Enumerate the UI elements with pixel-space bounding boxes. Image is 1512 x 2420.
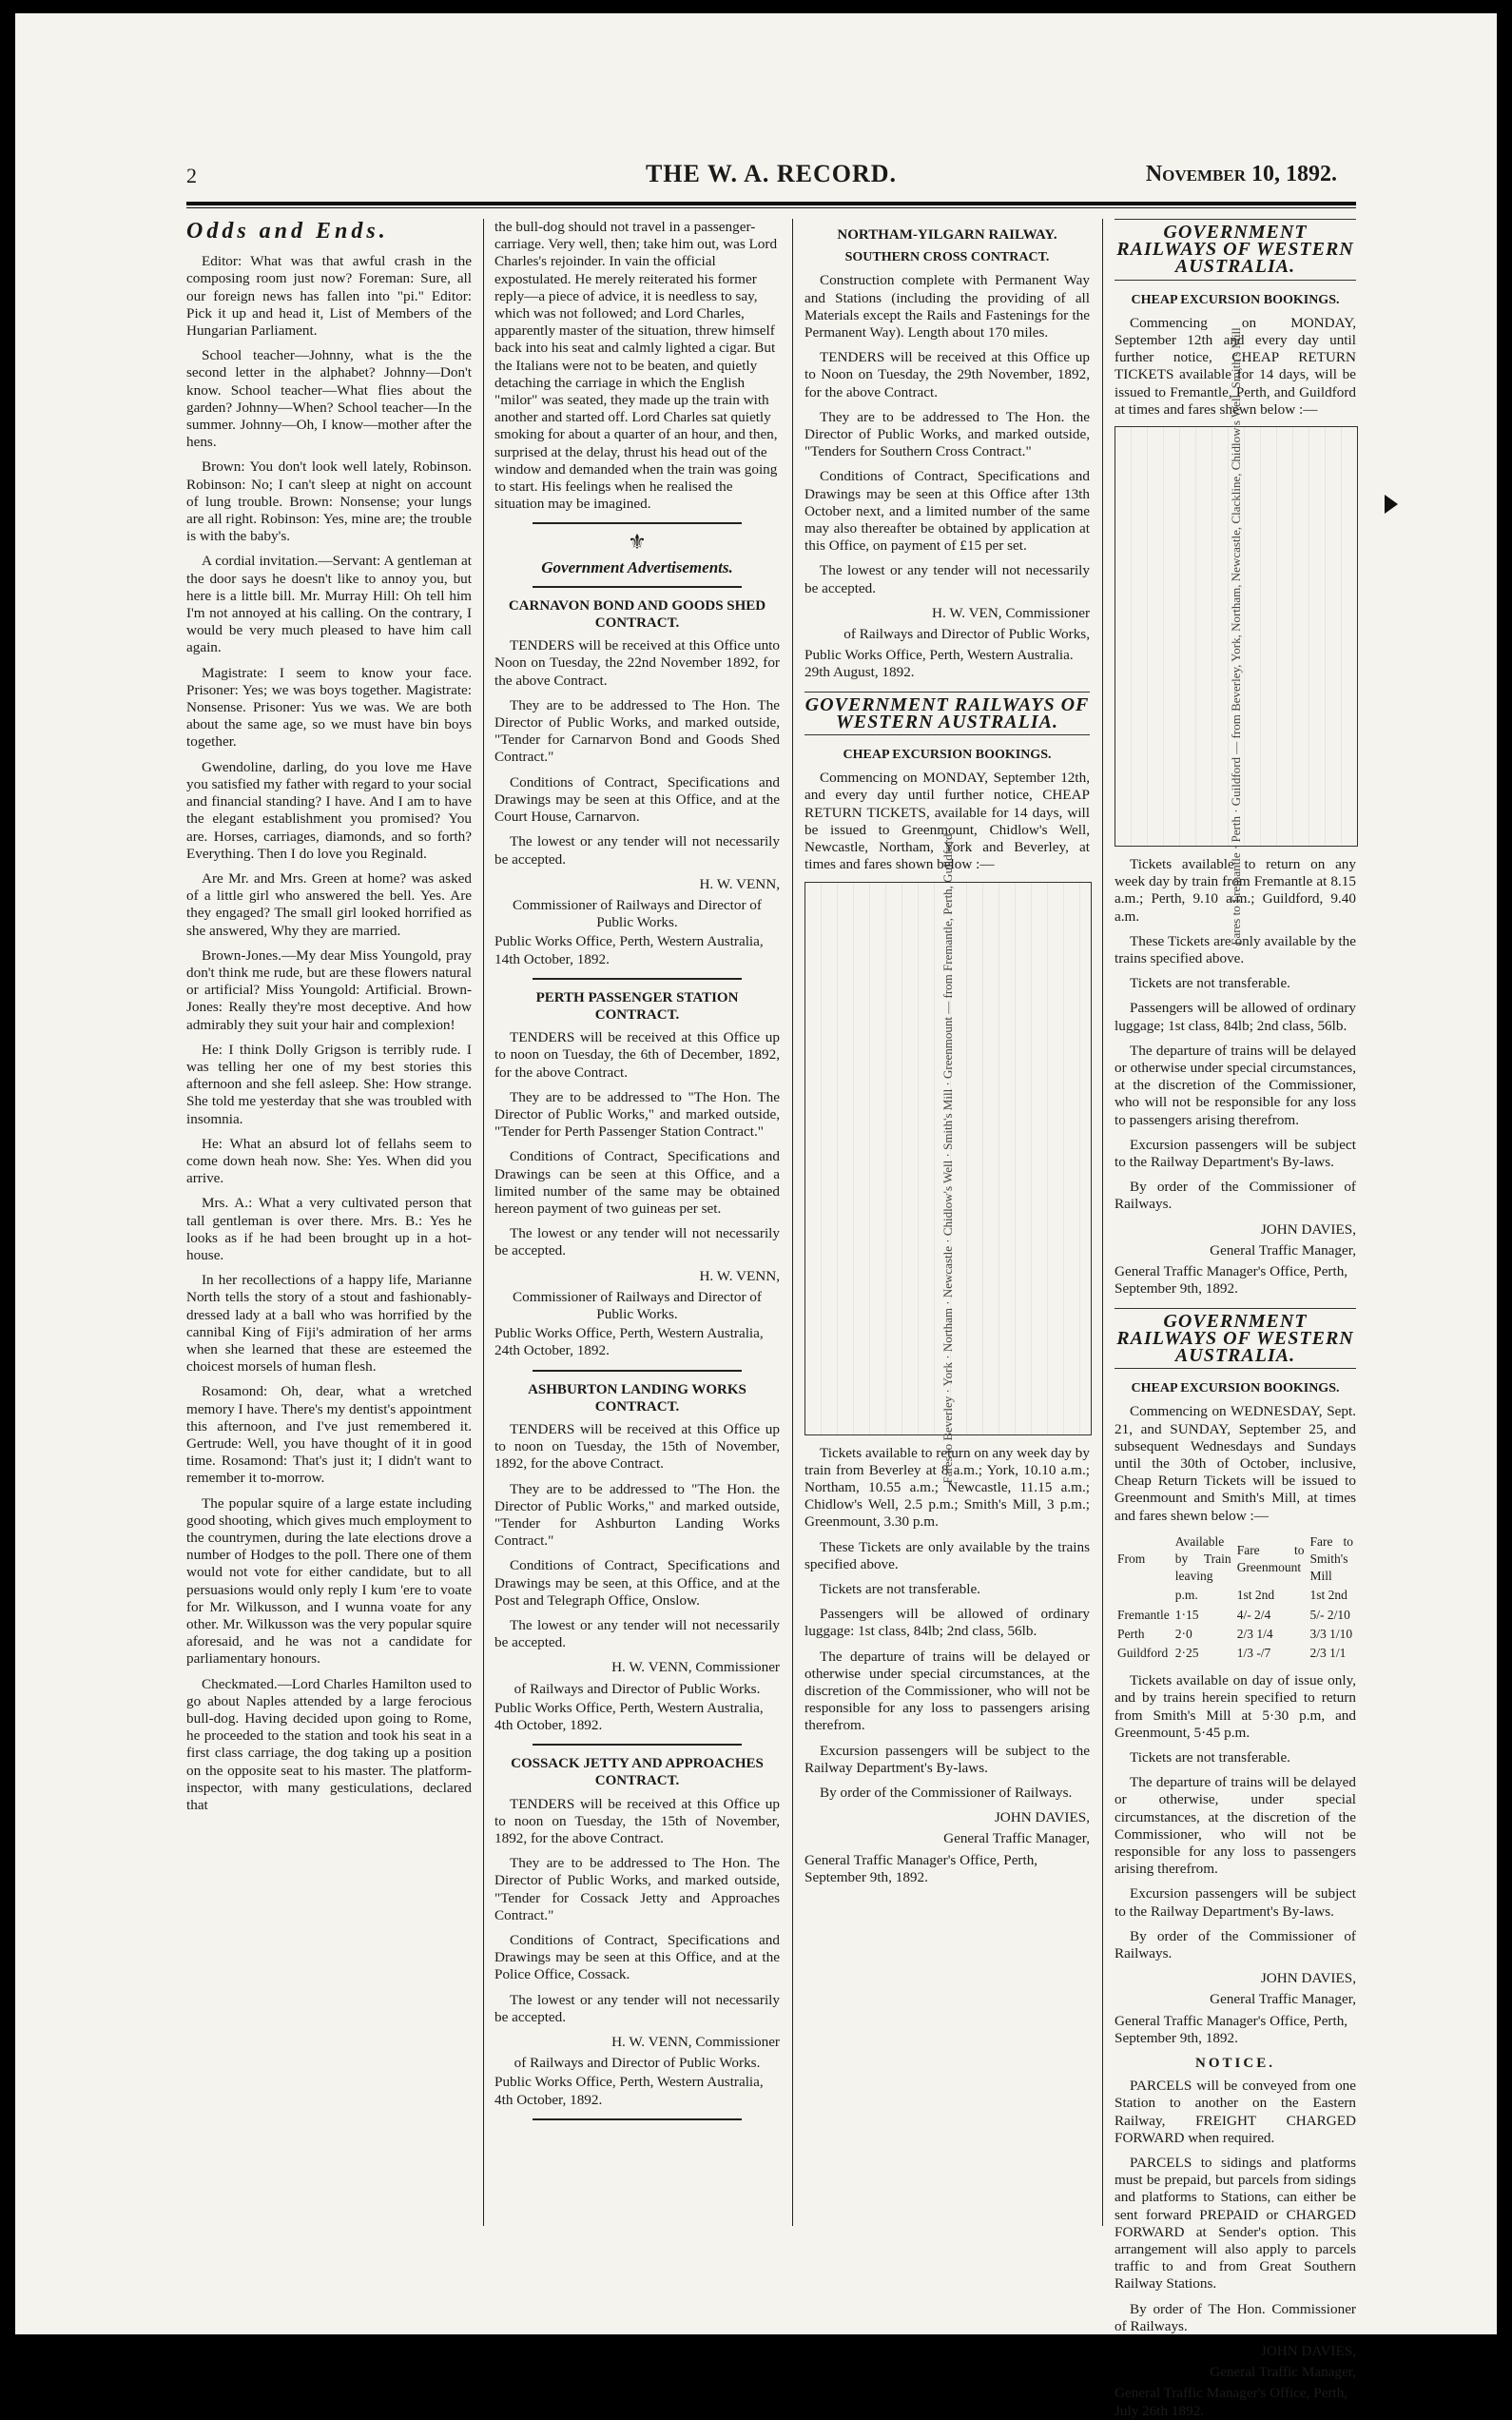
gov-ads-heading: Government Advertisements.	[541, 557, 733, 576]
column-divider	[1102, 219, 1103, 2226]
ticket-notes	[1115, 1672, 1356, 1962]
anecdote-paragraph: Checkmated.—Lord Charles Hamilton used to go about Naples attended by a large ferocious bull-dog. Having decided upon going to Rome, he proceeded to the station and took his seat in a first class carriage, the dog taking up a position on the opposite seat to his master. The platform-inspector, with many gesticulations, declared that	[186, 1675, 472, 1814]
excursion-text: Commencing on MONDAY, September 12th, and every day until further notice, CHEAP RETURN TICKETS, available for 14 days, will be issued to Greenmount, Chidlow's Well, Newcastle, Northam, York and Beverley, at times and fares shown below :—	[804, 770, 1090, 873]
table-cell: 5/- 2/10	[1309, 1607, 1350, 1622]
ad-paragraph: TENDERS will be received at this Office up to noon on Tuesday, the 15th of November, 1892, for the above Contract.	[494, 1420, 780, 1473]
ad-paragraph: Conditions of Contract, Specifications and Drawings can be seen at this Office, and a limited number of the same may be obtained hereon payment of two guineas per set.	[494, 1148, 780, 1217]
gov-railways-title: GOVERNMENT RAILWAYS OF WESTERN AUSTRALIA.	[1115, 1308, 1356, 1370]
table-cell: Available by Train leaving	[1174, 1533, 1231, 1584]
crest-icon: ⚜	[628, 530, 647, 555]
note-paragraph: The departure of trains will be delayed or otherwise under special circumstances, at the discretion of the Commissioner, who will not be responsible for any loss to passengers arising therefrom.	[804, 1648, 1090, 1734]
table-row	[1115, 1606, 1356, 1625]
anecdote-paragraph: Brown-Jones.—My dear Miss Youngold, pray don't think me rude, but are these flowers natural or artificial? Miss Youngold: Artificial. Brown-Jones: Really they're most deceptive. And how admirably they suit your hair and complexion!	[186, 947, 472, 1033]
ad-paragraph: They are to be addressed to "The Hon. The Director of Public Works," and marked outside, "Tender for Perth Passenger Station Contract."	[494, 1088, 780, 1141]
office-line: General Traffic Manager's Office, Perth, September 9th, 1892.	[804, 1851, 1038, 1885]
gov-railways-title: GOVERNMENT RAILWAYS OF WESTERN AUSTRALIA.	[1115, 219, 1356, 281]
table-cell	[1115, 1586, 1173, 1605]
ad-paragraph: Conditions of Contract, Specifications and Drawings may be seen at this Office, and at the Police Office, Cossack.	[494, 1932, 780, 1983]
table-header-row	[1115, 1586, 1356, 1605]
note-paragraph: These Tickets are only available by the trains specified above.	[1115, 932, 1356, 967]
contract-heading: SOUTHERN CROSS CONTRACT.	[844, 250, 1050, 265]
note-paragraph: By order of the Commissioner of Railways.	[820, 1784, 1073, 1801]
office-line: Public Works Office, Perth, Western Australia, 4th October, 1892.	[494, 1699, 764, 1734]
table-row	[1115, 1625, 1356, 1644]
note-paragraph: The departure of trains will be delayed or otherwise, under special circumstances, at the discretion of the Commissioner, who will not be responsible for any loss to passengers arising therefrom.	[1115, 1774, 1356, 1878]
note-paragraph: The departure of trains will be delayed or otherwise under special circumstances, at the discretion of the Commissioner, who will not be responsible for any loss to passengers arising therefrom.	[1115, 1042, 1356, 1128]
contract-paragraph: The lowest or any tender will not necessarily be accepted.	[804, 562, 1090, 596]
ad-paragraph: TENDERS will be received at this Office unto Noon on Tuesday, the 22nd November 1892, for the above Contract.	[494, 637, 780, 689]
anecdote-paragraph: A cordial invitation.—Servant: A gentleman at the door says he doesn't like to annoy you, but here is a little bill. Mr. Murray Hill: Oh tell him I'm not annoyed at his calling. On the contrary, I would be very much pleased to have him call again.	[186, 553, 472, 656]
excursion-heading: CHEAP EXCURSION BOOKINGS.	[1131, 292, 1340, 307]
column-advertisements	[494, 219, 780, 2226]
table-cell: From	[1117, 1551, 1146, 1566]
contract-paragraph: Construction complete with Permanent Way and Stations (including the providing of all Materials except the Rails and Fastenings for the Permanent Way). Length about 170 miles.	[804, 272, 1090, 342]
table-header-row	[1115, 1532, 1356, 1587]
signature: H. W. VENN,	[699, 875, 780, 892]
masthead	[186, 156, 1356, 194]
ad-paragraph: The lowest or any tender will not necessarily be accepted.	[494, 1225, 780, 1259]
anecdote-paragraph: Mrs. A.: What a very cultivated person that tall gentleman is over there. Mrs. B.: Yes he looks as if he had been brought up in a hot-house.	[186, 1195, 472, 1263]
contract-paragraph: Conditions of Contract, Specifications and Drawings may be seen at this Office after 13th October next, and a limited number of the same may also thereafter be obtained by application at this Office, on payment of £15 per set.	[804, 468, 1090, 555]
signature: H. W. VEN, Commissioner	[932, 604, 1090, 621]
table-cell: Fremantle	[1117, 1607, 1170, 1622]
story-continuation: the bull-dog should not travel in a passenger-carriage. Very well, then; take him out, was Lord Charles's rejoinder. In vain the official expostulated. He merely reiterated his former reply—a piece of advice, it is needless to say, which was not followed; and Lord Charles, apparently master of the situation, threw himself back into his seat and calmly lighted a cigar. But the Italians were not to be beaten, and quietly detaching the carriage in which the English "milor" was seated, they made up the train with another and started off. Lord Charles sat quietly smoking for about a quarter of an hour, and then, surprised at the delay, thrust his head out of the window and demanded when the train was going to start. His feelings when he realised the situation may be imagined.	[494, 219, 778, 513]
table-cell: 2·0	[1174, 1626, 1192, 1641]
office-line: General Traffic Manager's Office, Perth, September 9th, 1892.	[1115, 1263, 1348, 1298]
fare-table-label: Fares to Beverley · York · Northam · Newcastle · Chidlow's Well · Smith's Mill · Greenmount — from Fremantle, Perth, Guildford	[940, 833, 955, 1483]
signature: JOHN DAVIES,	[1260, 1220, 1356, 1238]
signature-title: General Traffic Manager,	[1210, 2364, 1356, 2381]
table-cell: Fare to Greenmount	[1236, 1542, 1305, 1575]
newspaper-title: THE W. A. RECORD.	[645, 160, 898, 187]
table-cell: 1·15	[1174, 1607, 1199, 1622]
excursion-text: Commencing on MONDAY, September 12th and every day until further notice, CHEAP RETURN TICKETS available for 14 days, will be issued to Fremantle, Perth, and Guildford at times and fares shewn below :—	[1115, 314, 1356, 418]
separator-rule	[533, 1370, 742, 1372]
signature-title: General Traffic Manager,	[943, 1830, 1090, 1847]
signature: JOHN DAVIES,	[1260, 1970, 1356, 1987]
office-line: General Traffic Manager's Office, Perth, July 26th 1892.	[1115, 2385, 1348, 2419]
notice-paragraph: PARCELS will be conveyed from one Station to another on the Eastern Railway, FREIGHT CHARGED FORWARD when required.	[1115, 2078, 1356, 2146]
signature-title: General Traffic Manager,	[1210, 1991, 1356, 2008]
column-odds-and-ends	[186, 219, 472, 2226]
ad-paragraph: The lowest or any tender will not necessarily be accepted.	[494, 833, 780, 868]
note-paragraph: Excursion passengers will be subject to the Railway Department's By-laws.	[1115, 1885, 1356, 1920]
separator-rule	[533, 2118, 742, 2120]
newspaper-page	[186, 156, 1356, 2419]
note-paragraph: Excursion passengers will be subject to the Railway Department's By-laws.	[1115, 1136, 1356, 1171]
table-row	[1115, 1644, 1356, 1663]
newspaper-sheet	[15, 13, 1497, 2419]
office-line: Public Works Office, Perth, Western Australia, 14th October, 1892.	[494, 933, 764, 967]
anecdote-list	[186, 253, 472, 1814]
signature-title: Commissioner of Railways and Director of Public Works.	[513, 896, 762, 931]
separator-rule	[533, 586, 742, 588]
note-paragraph: By order of the Commissioner of Railways.	[1115, 1927, 1356, 1961]
fare-table-label: Fares to Fremantle · Perth · Guildford — from Beverley, York, Northam, Newcastle, Clackline, Chidlow's Well, Smith's Mill	[1228, 327, 1243, 946]
table-cell: p.m.	[1174, 1588, 1198, 1603]
contract-paragraph: TENDERS will be received at this Office up to Noon on Tuesday, the 29th November, 1892, for the above Contract.	[804, 349, 1090, 400]
note-paragraph: Excursion passengers will be subject to the Railway Department's By-laws.	[804, 1742, 1090, 1776]
signature-title: Commissioner of Railways and Director of Public Works.	[513, 1288, 762, 1322]
anecdote-paragraph: Brown: You don't look well lately, Robinson. Robinson: No; I can't sleep at night on account of lung trouble. Brown: Nonsense; your lungs are all right. Robinson: Yes, mine are; the trouble is with the baby's.	[186, 459, 472, 545]
office-line: General Traffic Manager's Office, Perth, September 9th, 1892.	[1115, 2012, 1348, 2046]
table-cell: 2·25	[1174, 1645, 1199, 1660]
anecdote-paragraph: The popular squire of a large estate including good shooting, which gives much employment to the countrymen, during the late elections drove a number of Hodges to the poll. There one of them would not vote for either candidate, but to all persuasions would only reply I kum 'ere to voate for Mr. Wilkusson, and I wunna voate for any other. Mr. Wilkusson was the very popular squire aforesaid, and he was not a candidate for parliamentary honours.	[186, 1494, 472, 1668]
note-paragraph: Passengers will be allowed of ordinary luggage: 1st class, 84lb; 2nd class, 56lb.	[804, 1606, 1090, 1640]
fare-table	[804, 833, 1092, 1483]
note-paragraph: By order of the Commissioner of Railways.	[1115, 1179, 1356, 1213]
ticket-notes	[804, 1445, 1090, 1803]
excursion-heading: CHEAP EXCURSION BOOKINGS.	[1131, 1381, 1340, 1396]
notice-paragraph: PARCELS to sidings and platforms must be prepaid, but parcels from sidings and platforms to Stations, can either be sent forward PREPAID or CHARGED FORWARD at Sender's option. This arrangement will also apply to parcels traffic to and from Great Southern Railway Stations.	[1115, 2155, 1356, 2293]
table-cell: Guildford	[1117, 1645, 1169, 1660]
signature-title: General Traffic Manager,	[1210, 1241, 1356, 1259]
separator-rule	[533, 522, 742, 524]
office-line: Public Works Office, Perth, Western Australia, 4th October, 1892.	[494, 2074, 764, 2108]
ad-paragraph: The lowest or any tender will not necessarily be accepted.	[494, 1991, 780, 2025]
note-paragraph: Passengers will be allowed of ordinary luggage; 1st class, 84lb; 2nd class, 56lb.	[1115, 1000, 1356, 1034]
signature: H. W. VENN,	[699, 1267, 780, 1284]
anecdote-paragraph: He: What an absurd lot of fellahs seem to come down heah now. She: Yes. When did you arrive.	[186, 1135, 472, 1187]
anecdote-paragraph: Are Mr. and Mrs. Green at home? was asked of a little girl who answered the bell. Yes. Are they engaged? The small girl looked horrified as she answered, Why they are married.	[186, 869, 472, 939]
notice-text	[1115, 2078, 1356, 2335]
table-cell: 4/- 2/4	[1236, 1607, 1271, 1622]
ad-paragraph: Conditions of Contract, Specifications and Drawings may be seen, at this Office, and at the Post and Telegraph Office, Onslow.	[494, 1557, 780, 1609]
anecdote-paragraph: Rosamond: Oh, dear, what a wretched memory I have. There's my dentist's appointment this afternoon, and I've just remembered it. Gertrude: Well, you have thought of it in good time. Rosamond: That's just it; I didn't want to remember it to-morrow.	[186, 1383, 472, 1487]
table-cell: Perth	[1117, 1626, 1145, 1641]
note-paragraph: Tickets are not transferable.	[1130, 975, 1290, 992]
ad-paragraph: Conditions of Contract, Specifications and Drawings may be seen at this Office, and at the Court House, Carnarvon.	[494, 773, 780, 826]
table-cell: 1/3 -/7	[1236, 1645, 1271, 1660]
contract-paragraph: They are to be addressed to The Hon. the Director of Public Works, and marked outside, "Tenders for Southern Cross Contract."	[804, 408, 1090, 460]
table-cell: 1st 2nd	[1309, 1588, 1347, 1603]
anecdote-paragraph: In her recollections of a happy life, Marianne North tells the story of a stout and fashionably-dressed lady at a ball who was horrified by the cannibal King of Fiji's admiration of her arms when she learned that these are esteemed the choicest morsels of human flesh.	[186, 1272, 472, 1376]
page-number: 2	[186, 164, 197, 187]
ad-title: ASHBURTON LANDING WORKS CONTRACT.	[528, 1381, 746, 1415]
ad-title: PERTH PASSENGER STATION CONTRACT.	[535, 989, 739, 1023]
note-paragraph: Tickets available to return on any week day by train from Fremantle at 8.15 a.m.; Perth, 9.10 a.m.; Guildford, 9.40 a.m.	[1115, 856, 1356, 925]
signature: JOHN DAVIES,	[1260, 2343, 1356, 2360]
notice-paragraph: By order of The Hon. Commissioner of Railways.	[1115, 2300, 1356, 2334]
railway-heading: NORTHAM-YILGARN RAILWAY.	[837, 227, 1057, 243]
separator-rule	[533, 1744, 742, 1746]
table-cell: 3/3 1/10	[1309, 1626, 1353, 1641]
signature: H. W. VENN, Commissioner	[611, 1659, 780, 1676]
ad-paragraph: TENDERS will be received at this Office up to noon on Tuesday, the 6th of December, 1892, for the above Contract.	[494, 1029, 780, 1081]
masthead-rule	[186, 202, 1356, 205]
anecdote-paragraph: School teacher—Johnny, what is the the second letter in the alphabet? Johnny—Don't know. School teacher—What flies about the garden? Johnny—When? School teacher—In the summer. Johnny—Oh, I know—mother after the hens.	[186, 347, 472, 451]
office-line: Public Works Office, Perth, Western Australia, 24th October, 1892.	[494, 1325, 764, 1359]
office-line: Public Works Office, Perth, Western Australia. 29th August, 1892.	[804, 647, 1074, 681]
anecdote-paragraph: He: I think Dolly Grigson is terribly rude. I was telling her one of my best stories this afternoon and she fell asleep. She: How strange. She told me yesterday that she was troubled with insomnia.	[186, 1041, 472, 1127]
ad-paragraph: The lowest or any tender will not necessarily be accepted.	[494, 1617, 780, 1651]
gov-railways-title: GOVERNMENT RAILWAYS OF WESTERN AUSTRALIA.	[804, 692, 1090, 735]
column-divider	[792, 219, 793, 2226]
signature-title: of Railways and Director of Public Works,	[843, 626, 1090, 643]
ad-title: COSSACK JETTY AND APPROACHES CONTRACT.	[511, 1756, 764, 1789]
note-paragraph: These Tickets are only available by the trains specified above.	[804, 1538, 1090, 1572]
ad-paragraph: TENDERS will be received at this Office up to noon on Tuesday, the 15th of November, 1892, for the above Contract.	[494, 1795, 780, 1847]
anecdote-paragraph: Editor: What was that awful crash in the composing room just now? Foreman: Sure, all our foreign news has fallen into "pi." Editor: Pick it up and head it, List of Members of the Hungarian Parliament.	[186, 253, 472, 340]
signature-title: of Railways and Director of Public Works.	[514, 2055, 761, 2072]
column-divider	[483, 219, 484, 2226]
ad-paragraph: They are to be addressed to The Hon. The Director of Public Works, and marked outside, "Tender for Carnarvon Bond and Goods Shed Contract."	[494, 696, 780, 766]
note-paragraph: Tickets are not transferable.	[1130, 1748, 1290, 1766]
ad-paragraph: They are to be addressed to The Hon. The Director of Public Works, and marked outside, "Tender for Cossack Jetty and Approaches Contract."	[494, 1855, 780, 1923]
table-cell: 2/3 1/1	[1309, 1645, 1347, 1660]
page-marker-icon	[1385, 495, 1398, 514]
excursion-heading: CHEAP EXCURSION BOOKINGS.	[843, 748, 1052, 763]
note-paragraph: Tickets available to return on any week day by train from Beverley at 8 a.m.; York, 10.10 a.m.; Northam, 10.55 a.m.; Newcastle, 11.15 a.m.; Chidlow's Well, 2.5 p.m.; Smith's Mill, 3 p.m.; Greenmount, 3.30 p.m.	[804, 1444, 1090, 1531]
column-railways-2	[1115, 219, 1356, 2419]
signature: H. W. VENN, Commissioner	[611, 2034, 780, 2051]
masthead-rule-thin	[186, 207, 1356, 208]
anecdote-paragraph: Magistrate: I seem to know your face. Prisoner: Yes; we was boys together. Magistrate: Nonsense. Prisoner: Yus we was. We are both about the same age, so we must have bin boys together.	[186, 664, 472, 751]
anecdote-paragraph: Gwendoline, darling, do you love me Have you satisfied my father with regard to your social and financial standing? I have. And I am to have the elegant establishment you promised? You are. Horses, carriages, diamonds, and so forth? Everything. Then I do love you Reginald.	[186, 758, 472, 862]
column-railways	[804, 219, 1090, 2226]
separator-rule	[533, 978, 742, 980]
tender-ads	[494, 597, 780, 2120]
table-cell: Fare to Smith's Mill	[1309, 1533, 1353, 1584]
table-cell: 2/3 1/4	[1236, 1626, 1273, 1641]
ad-paragraph: They are to be addressed to "The Hon. the Director of Public Works," and marked outside, "Tender for Ashburton Landing Works Contract."	[494, 1480, 780, 1550]
contract-text	[804, 272, 1090, 596]
signature: JOHN DAVIES,	[994, 1809, 1090, 1826]
excursion-text: Commencing on WEDNESDAY, Sept. 21, and SUNDAY, September 25, and subsequent Wednesdays and Sundays until the 30th of October, inclusive, Cheap Return Tickets will be issued to Greenmount and Smith's Mill, at times and fares shewn below :—	[1115, 1403, 1356, 1524]
table-cell: 1st 2nd	[1236, 1588, 1275, 1603]
greenmount-fare-table	[1115, 1532, 1356, 1663]
notice-heading: NOTICE.	[1195, 2056, 1275, 2072]
section-heading: Odds and Ends.	[186, 219, 389, 244]
ad-title: CARNAVON BOND AND GOODS SHED CONTRACT.	[508, 597, 766, 632]
issue-date: November 10, 1892.	[1145, 162, 1337, 186]
note-paragraph: Tickets are not transferable.	[820, 1580, 980, 1597]
signature-title: of Railways and Director of Public Works.	[514, 1680, 761, 1697]
note-paragraph: Tickets available on day of issue only, and by trains herein specified to return from Smith's Mill at 5·30 p.m, and Greenmount, 5·45 p.m.	[1115, 1672, 1356, 1741]
